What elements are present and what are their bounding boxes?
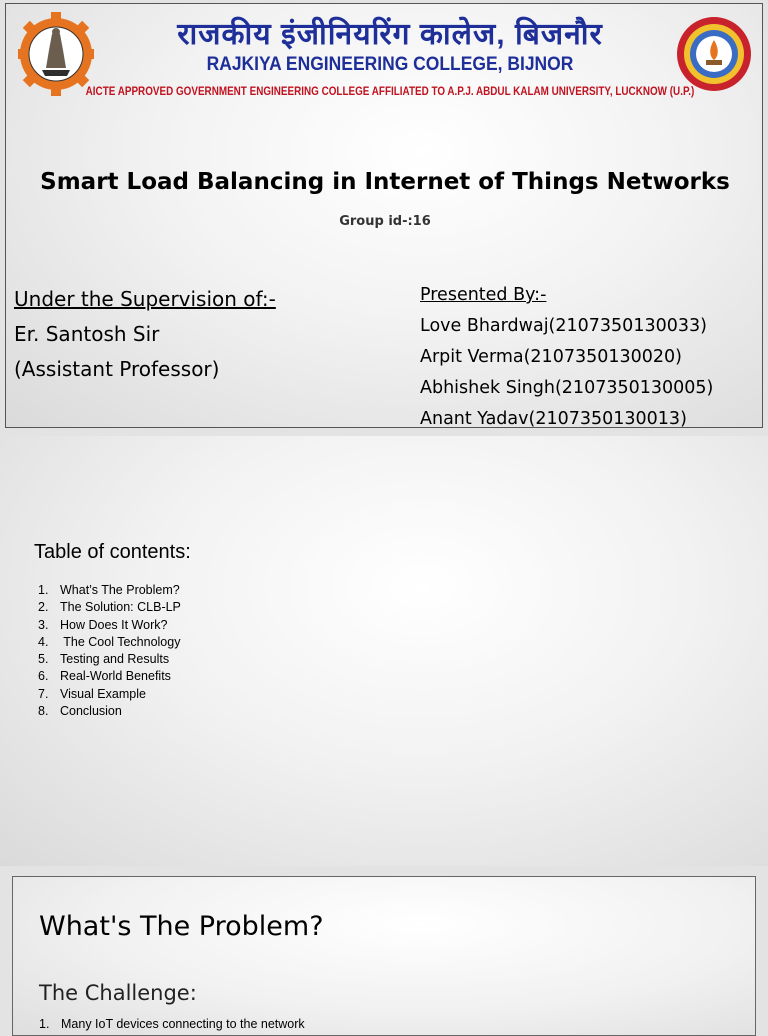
toc-list [38, 582, 181, 720]
toc-item: 3. How Does It Work? [38, 617, 168, 632]
problem-slide [12, 876, 756, 1036]
group-id: Group id-:16 [339, 214, 431, 229]
toc-slide [0, 436, 768, 866]
supervisor-designation: (Assistant Professor) [14, 357, 220, 381]
supervisor-name: Er. Santosh Sir [14, 322, 160, 346]
presenter-item: Arpit Verma(2107350130020) [420, 347, 682, 367]
toc-item: 2. The Solution: CLB-LP [38, 600, 181, 615]
problem-title: What's The Problem? [39, 911, 324, 942]
toc-item: 8. Conclusion [38, 704, 122, 719]
toc-item: 6. Real-World Benefits [38, 669, 171, 684]
title-slide [5, 3, 763, 428]
toc-item: 1. What’s The Problem? [38, 583, 180, 597]
college-affiliation: AICTE APPROVED GOVERNMENT ENGINEERING COLLEGE AFFILIATED TO A.P.J. ABDUL KALAM UNIVERSITY, LUCKNOW (U.P.) [85, 86, 695, 98]
college-name-english: RAJKIYA ENGINEERING COLLEGE, BIJNOR [206, 54, 574, 75]
presenters-heading: Presented By:- [420, 285, 547, 305]
toc-item: 4. The Cool Technology [38, 634, 181, 649]
toc-item: 5. Testing and Results [38, 652, 170, 667]
presentation-title: Smart Load Balancing in Internet of Things Networks [40, 169, 730, 195]
toc-item: 7. Visual Example [38, 686, 146, 701]
challenge-item: 1. Many IoT devices connecting to the network [39, 1017, 305, 1031]
presenter-item: Love Bhardwaj(2107350130033) [420, 316, 707, 336]
college-name-hindi: राजकीय इंजीनियरिंग कालेज, बिजनौर [177, 18, 603, 51]
presenter-item: Abhishek Singh(2107350130005) [420, 378, 714, 398]
presenter-item: Anant Yadav(2107350130013) [420, 409, 687, 429]
toc-title: Table of contents: [34, 541, 191, 563]
supervision-heading: Under the Supervision of:- [14, 287, 276, 311]
challenge-subtitle: The Challenge: [39, 981, 197, 1005]
